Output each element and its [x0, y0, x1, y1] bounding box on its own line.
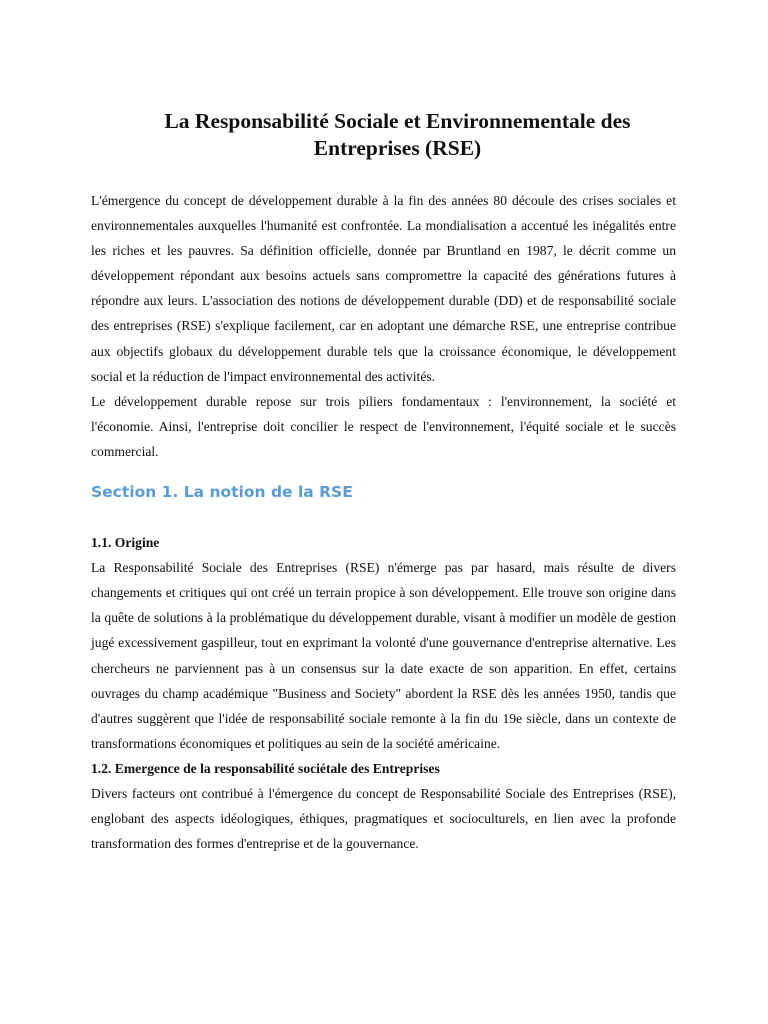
- subsection-1-2-text: Divers facteurs ont contribué à l'émergence du concept de Responsabilité Sociale des Entreprises (RSE), englobant des aspects idéologiques, éthiques, pragmatiques et socioculturels, en lien avec la profonde transformation des formes d'entreprise et de la gouvernance.: [91, 785, 676, 852]
- subsection-1-2-heading: 1.2. Emergence de la responsabilité sociétale des Entreprises: [91, 760, 440, 776]
- document-title: La Responsabilité Sociale et Environnementale des Entreprises (RSE): [164, 109, 631, 160]
- section-1-heading: Section 1. La notion de la RSE: [91, 483, 353, 502]
- document-page: [91, 108, 676, 856]
- intro-paragraph-2: Le développement durable repose sur trois piliers fondamentaux : l'environnement, la société et l'économie. Ainsi, l'entreprise doit concilier le respect de l'environnement, l'équité sociale et le succès commercial.: [91, 393, 676, 459]
- subsection-1-1-text: La Responsabilité Sociale des Entreprises (RSE) n'émerge pas par hasard, mais résulte de divers changements et critiques qui ont créé un terrain propice à son développement. Elle trouve son origine dans la quête de solutions à la problématique du développement durable, visant à modifier un modèle de gestion jugé excessivement gaspilleur, tout en exprimant la volonté d'une gouvernance d'entreprise alternative. Les chercheurs ne parviennent pas à un consensus sur la date exacte de son apparition. En effet, certains ouvrages du champ académique "Business and Society" abordent la RSE dès les années 1950, tandis que d'autres suggèrent que l'idée de responsabilité sociale remonte à la fin du 19e siècle, dans un contexte de transformations économiques et politiques au sein de la société américaine.: [91, 560, 676, 751]
- intro-paragraph-1: L'émergence du concept de développement durable à la fin des années 80 découle des crises sociales et environnementales auxquelles l'humanité est confrontée. La mondialisation a accentué les inégalités entre les riches et les pauvres. Sa définition officielle, donnée par Bruntland en 1987, le décrit comme un développement répondant aux besoins actuels sans compromettre la capacité des générations futures à répondre aux leurs. L'association des notions de développement durable (DD) et de responsabilité sociale des entreprises (RSE) s'explique facilement, car en adoptant une démarche RSE, une entreprise contribue aux objectifs globaux du développement durable tels que la croissance économique, le développement social et la réduction de l'impact environnemental des activités.: [91, 193, 676, 384]
- subsection-1-1-heading: 1.1. Origine: [91, 535, 160, 551]
